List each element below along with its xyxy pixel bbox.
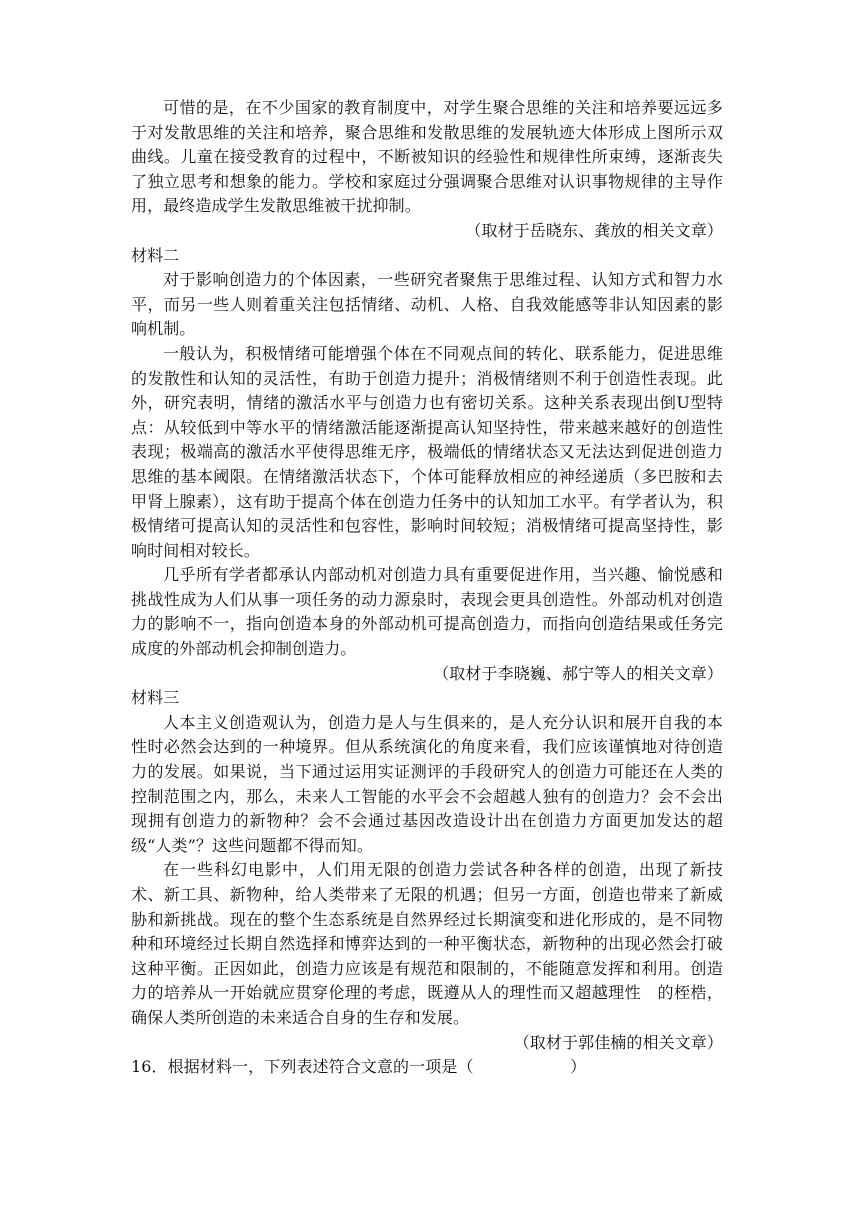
material3-heading: 材料三 [131, 688, 180, 708]
material3-paragraph-2: 在一些科幻电影中，人们用无限的创造力尝试各种各样的创造，出现了新技术、新工具、新物种，给人类带来了无限的机遇；但另一方面，创造也带来了新威胁和新挑战。现在的整个生态系统是自然界经过长期演变和进化形成的，是不同物种和环境经过长期自然选择和博弈达到的一种平衡状态，新物种的出现必然会打破这种平衡。正因如此，创造力应该是有规范和限制的，不能随意发挥和利用。创造力的培养从一开始就应贯穿伦理的考虑，既遵从人的理性而又超越理性 的桎梏，确保人类所创造的未来适合自身的生存和发展。 [131, 860, 723, 1027]
material3-paragraph-1: 人本主义创造观认为，创造力是人与生俱来的，是人充分认识和展开自我的本性时必然会达到的一种境界。但从系统演化的角度来看，我们应该谨慎地对待创造力的发展。如果说，当下通过运用实证测评的手段研究人的创造力可能还在人类的控制范围之内，那么，未来人工智能的水平会不会超越人独有的创造力？会不会出现拥有创造力的新物种？会不会通过基因改造设计出在创造力方面更加发达的超级“人类”？这些问题都不得而知。 [131, 712, 723, 855]
material1-source: （取材于岳晓东、龚放的相关文章） [465, 220, 723, 240]
material2-paragraph-2: 一般认为，积极情绪可能增强个体在不同观点间的转化、联系能力，促进思维的发散性和认知的灵活性，有助于创造力提升；消极情绪则不利于创造性表现。此外，研究表明，情绪的激活水平与创造力也有密切关系。这种关系表现出倒U型特点：从较低到中等水平的情绪激活能逐渐提高认知坚持性，带来越来越好的创造性表现；极端高的激活水平使得思维无序，极端低的情绪状态又无法达到促进创造力思维的基本阈限。在情绪激活状态下，个体可能释放相应的神经递质（多巴胺和去甲肾上腺素），这有助于提高个体在创造力任务中的认知加工水平。有学者认为，积极情绪可提高认知的灵活性和包容性，影响时间较短；消极情绪可提高坚持性，影响时间相对较长。 [131, 343, 723, 560]
material2-paragraph-1: 对于影响创造力的个体因素，一些研究者聚焦于思维过程、认知方式和智力水平，而另一些人则着重关注包括情绪、动机、人格、自我效能感等非认知因素的影响机制。 [131, 270, 723, 339]
material3-source: （取材于郭佳楠的相关文章） [513, 1032, 723, 1052]
material2-source: （取材于李晓巍、郝宁等人的相关文章） [433, 663, 723, 683]
material2-paragraph-3: 几乎所有学者都承认内部动机对创造力具有重要促进作用，当兴趣、愉悦感和挑战性成为人们从事一项任务的动力源泉时，表现会更具创造性。外部动机对创造力的影响不一，指向创造本身的外部动机可提高创造力，而指向创造结果或任务完成度的外部动机会抑制创造力。 [131, 565, 723, 659]
material2-heading: 材料二 [131, 245, 180, 265]
question-16: 16．根据材料一，下列表述符合文意的一项是（ ） [131, 1057, 587, 1077]
material1-paragraph-1: 可惜的是，在不少国家的教育制度中，对学生聚合思维的关注和培养要远远多于对发散思维的关注和培养，聚合思维和发散思维的发展轨迹大体形成上图所示双曲线。儿童在接受教育的过程中，不断被知识的经验性和规律性所束缚，逐渐丧失了独立思考和想象的能力。学校和家庭过分强调聚合思维对认识事物规律的主导作用，最终造成学生发散思维被干扰抑制。 [131, 98, 723, 216]
document-page [131, 96, 723, 1080]
